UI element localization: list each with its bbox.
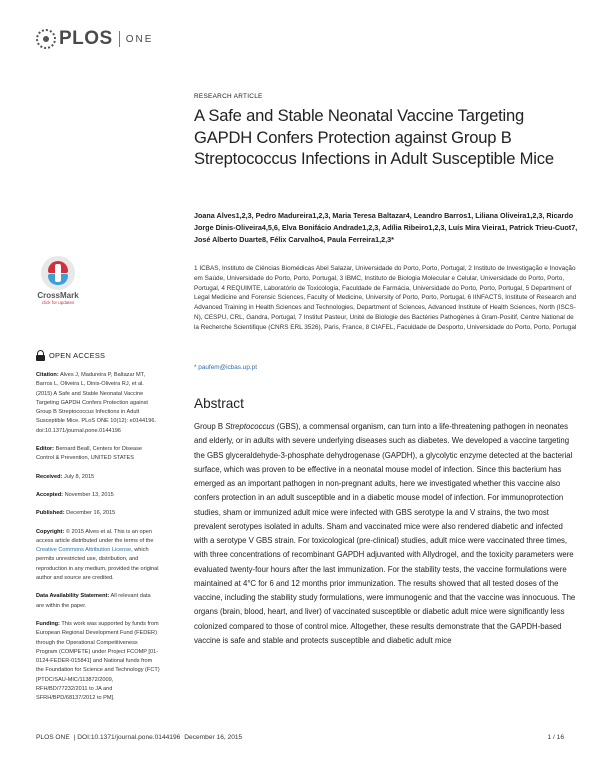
data-availability-text: All relevant data are within the paper. (36, 593, 151, 609)
crossmark-label: CrossMark (37, 291, 79, 300)
copyright-block (36, 528, 160, 584)
published-label: Published: (36, 510, 65, 517)
received-date: July 8, 2015 (64, 473, 95, 480)
copyright-label: Copyright: (36, 528, 65, 535)
open-lock-icon (36, 350, 45, 361)
accepted-block (36, 491, 160, 500)
plos-logo-icon (36, 29, 56, 49)
citation-block (36, 371, 160, 436)
citation-text: Alves J, Madureira P, Baltazar MT, Barros L, Oliveira L, Dinis-Oliveira RJ, et al. (2015) A Safe and Stable Neonatal Vaccine Targeting GAPDH Confers Protection against Group B Streptococcus Infections in Adult Susceptible Mice. PLoS ONE 10(12): e0144196. doi:10.1371/journal.pone.0144196 (36, 372, 157, 434)
editor-label: Editor: (36, 446, 55, 453)
accepted-date: November 13, 2015 (64, 491, 114, 498)
received-block (36, 473, 160, 482)
footer-doi[interactable]: | DOI:10.1371/journal.pone.0144196 (73, 734, 181, 741)
footer-citation (36, 734, 246, 741)
affiliations: 1 ICBAS, Instituto de Ciências Biomédicas Abel Salazar, Universidade do Porto, Porto, Portugal, 2 Instituto de Investigação e Inovação em Saúde, Universidade do Porto, Porto, Portugal, 3 IBMC, Instituto de Biologia Molecular e Celular, Universidade do Porto, Porto, Portugal, 4 REQUIMTE, Laboratório de Toxicologia, Faculdade de Farmácia, Universidade do Porto, Porto, Portugal, 5 Department of Legal Medicine and Forensic Sciences, Faculty of Medicine, University of Porto, Porto, Portugal, 6 IINFACTS, Institute of Research and Advanced Training in Health Sciences and Technologies, Department of Sciences, Advanced Institute of Health Sciences, North (ISCS-N), CESPU, CRL, Gandra, Portugal, 7 Institut Pasteur, Unité de Biologie des Bactéries Pathogènes à Gram-Positif, Centre National de la Recherche Scientifique (CNRS ERL 3526), Paris, France, 8 CIAFEL, Faculdade de Desporto, Universidade do Porto, Porto, Portugal (194, 265, 577, 331)
page-number: 1 / 16 (547, 734, 564, 741)
crossmark-sublabel: click for updates (41, 300, 75, 305)
accepted-label: Accepted: (36, 491, 64, 498)
footer-journal: PLOS ONE (36, 734, 70, 741)
copyright-text-1: © 2015 Alves et al. This is an open access article distributed under the terms of the (36, 528, 154, 544)
abstract-part-1: Group B (194, 422, 226, 431)
editor-block (36, 445, 160, 464)
citation-label: Citation: (36, 372, 59, 378)
received-label: Received: (36, 473, 63, 480)
footer-date: December 16, 2015 (184, 734, 243, 741)
published-block (36, 509, 160, 518)
article-type: RESEARCH ARTICLE (194, 93, 263, 100)
logo-divider (119, 31, 120, 47)
abstract-organism: Streptococcus (225, 422, 275, 431)
data-availability-block (36, 592, 160, 611)
author-list: Joana Alves1,2,3, Pedro Madureira1,2,3, Maria Teresa Baltazar4, Leandro Barros1, Liliana Oliveira1,2,3, Ricardo Jorge Dinis-Oliveira4,5,6, Elva Bonifácio Andrade1,2,3, Adília Ribeiro1,2,3, Luís Mira Vieira1, Patrick Trieu-Cuot7, José Alberto Duarte8, Félix Carvalho4, Paula Ferreira1,2,3* (194, 211, 578, 245)
article-sidebar (36, 350, 160, 713)
abstract-heading: Abstract (194, 396, 244, 411)
abstract-part-2: (GBS), a commensal organism, can turn into a life-threatening pathogen in neonates and elderly, or in adults with severe underlying diseases such as diabetes. We developed a vaccine targeting the GBS glyceraldehyde-3-phosphate dehydrogenase (GAPDH), a glycolytic enzyme detected at the bacterial surface, which was proven to be effective in a neonatal mouse model of infection. Since this bacterium has emerged as an important pathogen in non-pregnant adults, here we investigated whether this vaccine also confers protection in an adult susceptible and in a diabetic mouse model of infection. For immunoprotection studies, sham or immunized adult mice were infected with GBS serotype Ia and V strains, the two most prevalent serotypes isolated in adults. Sham and vaccinated mice were also rendered diabetic and infected with a serotype V GBS strain. For toxicological (pre-clinical) studies, adult mice were vaccinated three times, with three concentrations of recombinant GAPDH adjuvanted with Allydrogel, and the toxicity parameters were evaluated twenty-four hours after the last immunization. For the stability tests, the vaccine formulations were maintained at 4°C for 6 and 12 months prior immunization. The results showed that all tested doses of the vaccine, including the stability study formulations, were immunogenic and that the vaccine was innocuous. The organs (brain, blood, heart, and liver) of vaccinated susceptible or diabetic adult mice were significantly less colonized compared to those of control mice. Altogether, these results demonstrate that the GAPDH-based vaccine is safe and stable and protects susceptible and diabetic adult mice (194, 422, 576, 645)
crossmark-badge[interactable] (34, 256, 82, 305)
page-footer (36, 734, 564, 741)
funding-block (36, 620, 160, 704)
open-access-label: OPEN ACCESS (49, 350, 106, 360)
copyright-text-2: , which permits unrestricted use, distribution, and reproduction in any medium, provided the original author and source are credited. (36, 547, 159, 582)
editor-text: Bernard Beall, Centers for Disease Control & Prevention, UNITED STATES (36, 446, 143, 462)
data-availability-label: Data Availability Statement: (36, 593, 110, 600)
plos-one-logo[interactable] (36, 28, 153, 50)
logo-text: PLOS (59, 28, 113, 49)
published-date: December 16, 2015 (66, 510, 116, 517)
license-link[interactable]: Creative Commons Attribution License (36, 547, 132, 554)
open-access-badge (36, 350, 160, 361)
logo-journal: ONE (125, 33, 154, 45)
crossmark-icon (41, 256, 75, 290)
funding-text: This work was supported by funds from European Regional Development Fund (FEDER) through the Operational Competitiveness Program (COMPETE) under Project FCOMP [01-0124-FEDER-015841] and National funds from the Foundation for Science and Technology (FCT) [PTDC/SAU-MIC/113872/2009, RFH/BD/77232/2011 to JA and SFRH/BPD/68137/2012 to PM]. (36, 620, 160, 702)
article-title: A Safe and Stable Neonatal Vaccine Targeting GAPDH Confers Protection against Group B Streptococcus Infections in Adult Susceptible Mice (194, 106, 554, 169)
corresponding-email-link[interactable]: * paufem@icbas.up.pt (194, 364, 257, 371)
abstract-text (194, 420, 578, 648)
funding-label: Funding: (36, 620, 60, 627)
